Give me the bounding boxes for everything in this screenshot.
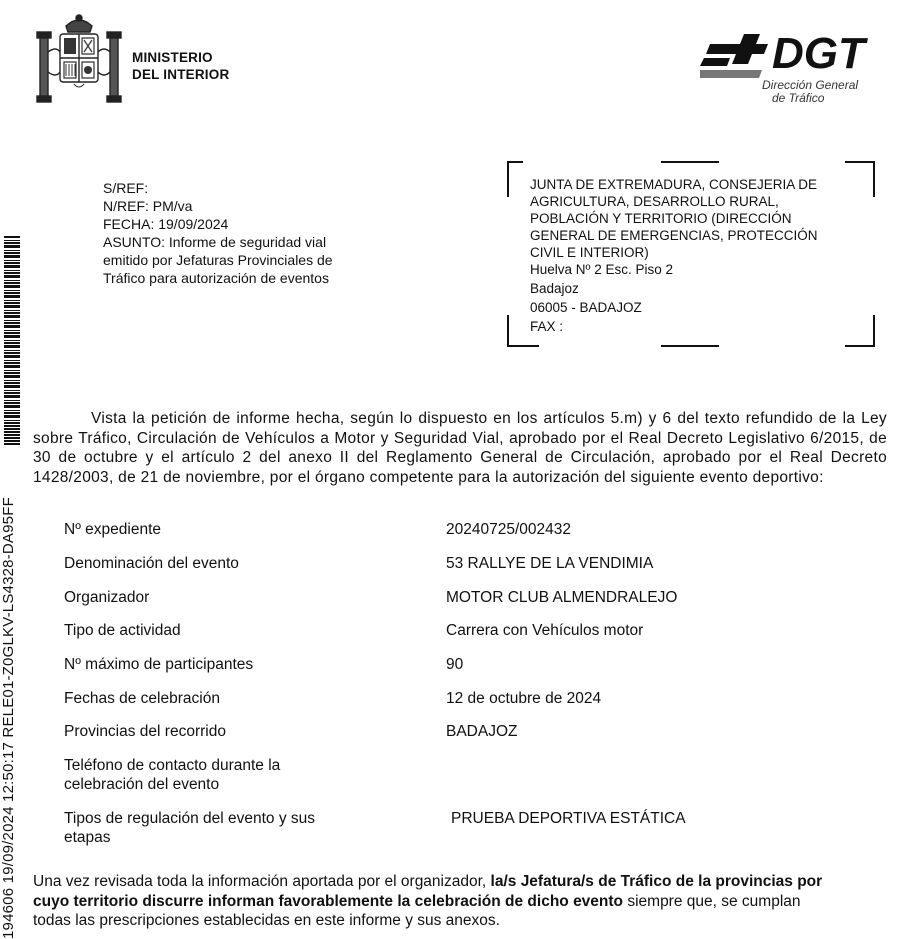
recipient-address-box — [507, 161, 875, 347]
sender-reference: S/REF: — [103, 180, 149, 196]
detail-label: Nº máximo de participantes — [64, 656, 254, 673]
document-subject: ASUNTO: Informe de seguridad vial emitido por Jefaturas Provinciales de Tráfico para autorización de eventos — [103, 234, 333, 286]
recipient-postal: 06005 - BADAJOZ — [530, 300, 642, 315]
frame-mark — [661, 161, 719, 163]
recipient-city: Badajoz — [530, 281, 579, 296]
closing-text-bold: la/s Jefatura/s de Tráfico de la provincias por cuyo territorio discurre informan favorablemente la celebración de dicho evento — [33, 873, 823, 910]
detail-label: Organizador — [64, 589, 150, 606]
detail-label: Nº expediente — [64, 521, 162, 538]
coat-of-arms-logo — [34, 12, 124, 104]
verification-barcode — [4, 236, 20, 424]
dgt-logo-text: DGT — [772, 29, 865, 78]
detail-label: Fechas de celebración — [64, 690, 220, 707]
closing-text-end: siempre que, se cumplan todas las prescripciones establecidas en este informe y sus anexos. — [33, 892, 801, 929]
recipient-name: JUNTA DE EXTREMADURA, CONSEJERIA DE AGRICULTURA, DESARROLLO RURAL, POBLACIÓN Y TERRITORIO (DIRECCIÓN GENERAL DE EMERGENCIAS, PROTECCIÓN CIVIL E INTERIOR) — [530, 177, 818, 260]
detail-value: 12 de octubre de 2024 — [446, 690, 602, 707]
ministry-name — [132, 49, 229, 83]
detail-label: Tipo de actividad — [64, 622, 181, 639]
detail-value: 53 RALLYE DE LA VENDIMIA — [446, 555, 654, 572]
our-reference: N/REF: PM/va — [103, 198, 193, 214]
detail-label: Provincias del recorrido — [64, 723, 226, 740]
ministry-name-line2: DEL INTERIOR — [132, 67, 230, 82]
recipient-street: Huelva Nº 2 Esc. Piso 2 — [530, 262, 673, 277]
detail-value: BADAJOZ — [446, 723, 518, 740]
dgt-subtitle-line1: Dirección General — [762, 78, 859, 92]
detail-label: Teléfono de contacto durante la celebración del evento — [64, 757, 281, 793]
closing-text-start: Una vez revisada toda la información aportada por el organizador, — [33, 873, 491, 890]
detail-label: Tipos de regulación del evento y sus etapas — [64, 810, 316, 846]
document-date: FECHA: 19/09/2024 — [103, 216, 229, 232]
intro-paragraph — [33, 409, 887, 487]
intro-text: Vista la petición de informe hecha, según lo dispuesto en los artículos 5.m) y 6 del texto refundido de la Ley sobre Tráfico, Circulación de Vehículos a Motor y Seguridad Vial, aprobado por el Real Decreto Legislativo 6/2015, de 30 de octubre y el artículo 2 del anexo II del Reglamento General de Circulación, aprobado por el Real Decreto 1428/2003, de 21 de noviembre, por el órgano competente para la autorización del siguiente evento deportivo: — [33, 410, 887, 486]
recipient-fax: FAX : — [530, 319, 564, 334]
verification-barcode-end — [4, 425, 20, 445]
document-verification-code: 194606 19/09/2024 12:50:17 RELE01-Z0GLKV-LS4328-DA95FF — [0, 497, 17, 939]
dgt-subtitle-line2: de Tráfico — [772, 91, 825, 105]
reference-block — [103, 179, 363, 287]
detail-value: 20240725/002432 — [446, 521, 571, 538]
recipient-address — [530, 176, 850, 335]
detail-value: Carrera con Vehículos motor — [446, 622, 644, 639]
detail-value: 90 — [446, 656, 464, 673]
detail-label: Denominación del evento — [64, 555, 239, 572]
frame-corner — [507, 161, 523, 197]
ministry-name-line1: MINISTERIO — [132, 50, 213, 65]
detail-value: MOTOR CLUB ALMENDRALEJO — [446, 589, 678, 606]
dgt-subtitle — [762, 79, 858, 105]
frame-mark — [661, 345, 719, 347]
detail-value: PRUEBA DEPORTIVA ESTÁTICA — [451, 810, 686, 827]
closing-paragraph — [33, 872, 823, 931]
